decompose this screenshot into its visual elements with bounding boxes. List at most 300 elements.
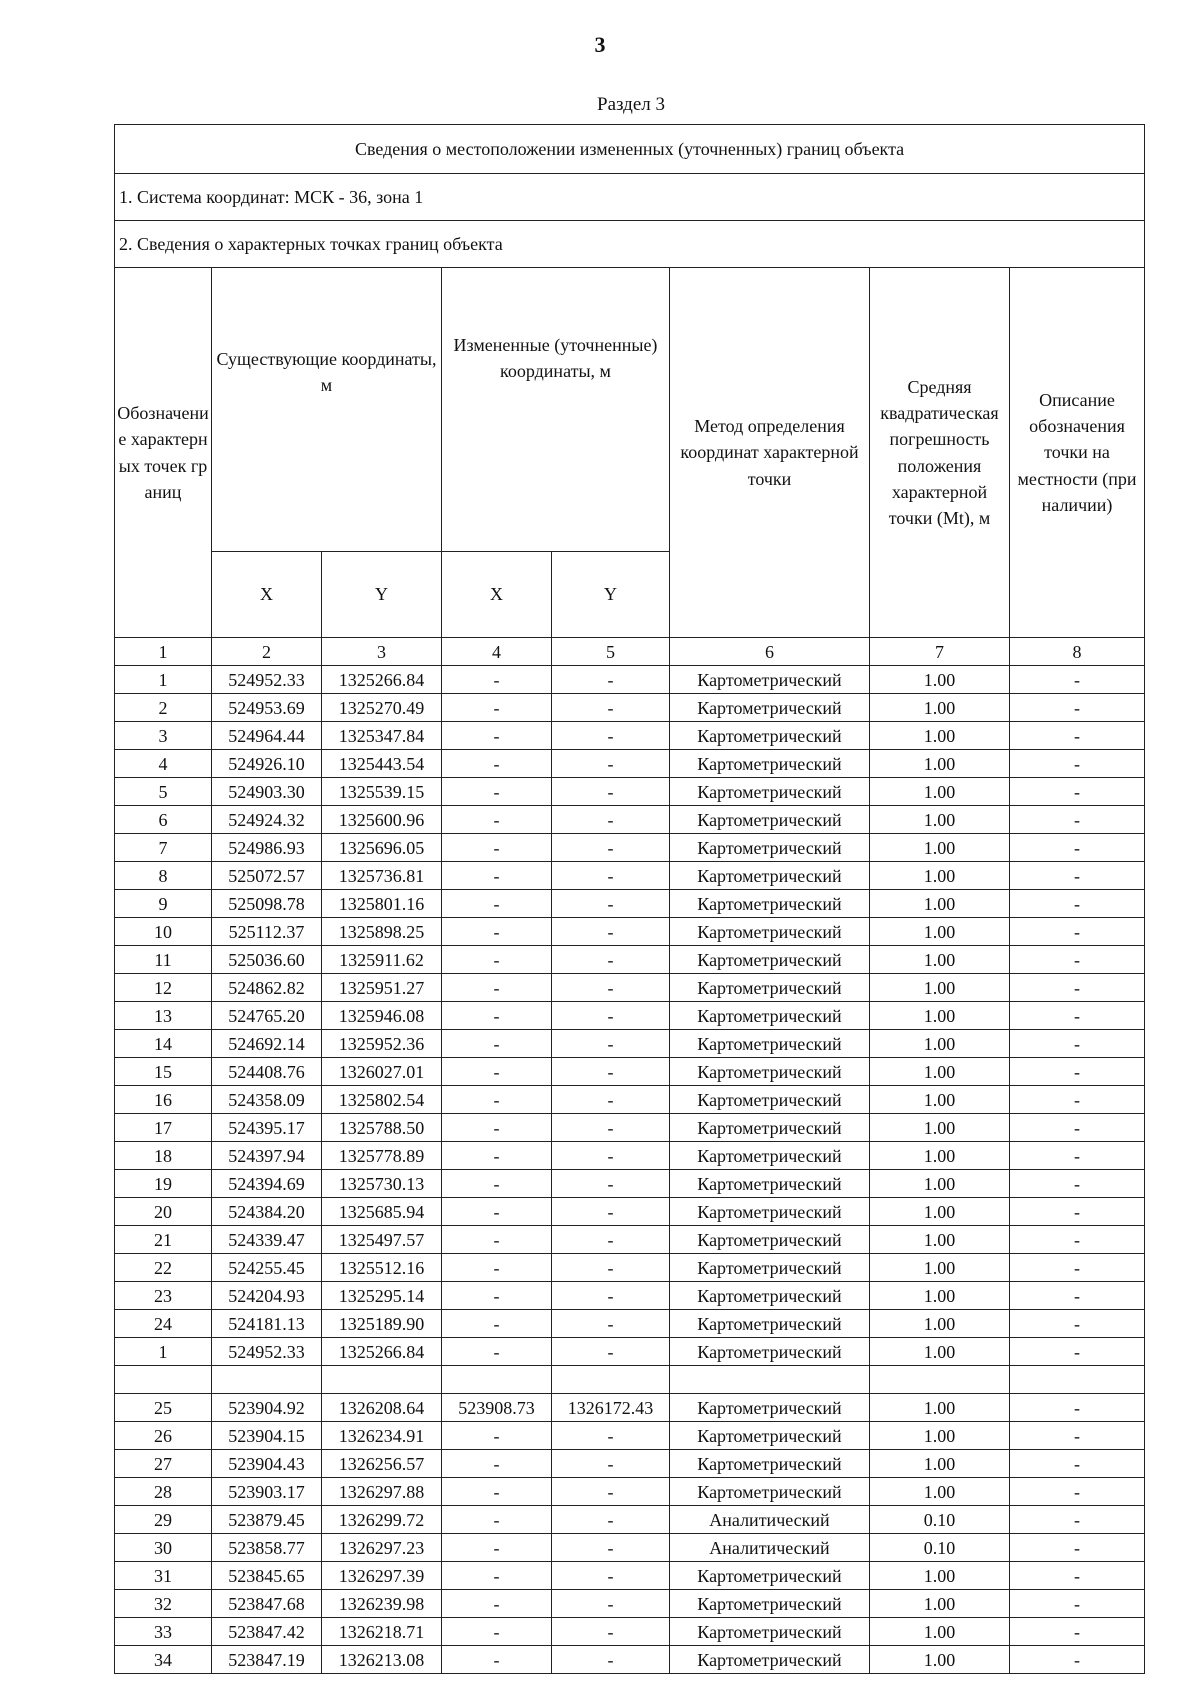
method-cell: Картометрический — [670, 694, 870, 722]
existing-y-cell: 1325802.54 — [322, 1086, 442, 1114]
table-row — [115, 722, 1145, 750]
description-cell: - — [1010, 1338, 1145, 1366]
method-cell: Аналитический — [670, 1534, 870, 1562]
error-cell: 1.00 — [870, 890, 1010, 918]
method-cell: Картометрический — [670, 1170, 870, 1198]
table-row — [115, 1226, 1145, 1254]
table-row — [115, 1534, 1145, 1562]
table-row — [115, 1282, 1145, 1310]
header-existing-x: X — [212, 552, 322, 638]
description-cell: - — [1010, 890, 1145, 918]
changed-x-cell: 523908.73 — [442, 1394, 552, 1422]
existing-x-cell: 524384.20 — [212, 1198, 322, 1226]
existing-y-cell: 1325730.13 — [322, 1170, 442, 1198]
description-cell: - — [1010, 1086, 1145, 1114]
existing-x-cell: 524952.33 — [212, 666, 322, 694]
description-cell: - — [1010, 722, 1145, 750]
header-designation: Обозначение характерных точек границ — [115, 268, 212, 638]
method-cell: Картометрический — [670, 974, 870, 1002]
existing-x-cell: 524255.45 — [212, 1254, 322, 1282]
point-cell: 13 — [115, 1002, 212, 1030]
description-cell: - — [1010, 974, 1145, 1002]
header-changed-coordinates: Измененные (уточненные) координаты, м — [442, 268, 670, 552]
error-cell: 1.00 — [870, 1394, 1010, 1422]
method-cell: Картометрический — [670, 1030, 870, 1058]
existing-x-cell: 524339.47 — [212, 1226, 322, 1254]
existing-x-cell: 524395.17 — [212, 1114, 322, 1142]
changed-x-cell: - — [442, 1646, 552, 1674]
existing-y-cell: 1325539.15 — [322, 778, 442, 806]
changed-y-cell: 1326172.43 — [552, 1394, 670, 1422]
changed-y-cell: - — [552, 1618, 670, 1646]
point-cell: 21 — [115, 1226, 212, 1254]
method-cell: Картометрический — [670, 1590, 870, 1618]
changed-y-cell: - — [552, 918, 670, 946]
method-cell: Картометрический — [670, 1450, 870, 1478]
changed-y-cell: - — [552, 1338, 670, 1366]
empty-cell — [322, 1366, 442, 1394]
changed-y-cell: - — [552, 806, 670, 834]
existing-y-cell: 1325952.36 — [322, 1030, 442, 1058]
changed-x-cell: - — [442, 1422, 552, 1450]
error-cell: 1.00 — [870, 974, 1010, 1002]
points-heading: 2. Сведения о характерных точках границ объекта — [115, 221, 1145, 268]
changed-y-cell: - — [552, 778, 670, 806]
existing-x-cell: 524862.82 — [212, 974, 322, 1002]
table-row — [115, 1114, 1145, 1142]
error-cell: 1.00 — [870, 806, 1010, 834]
point-cell: 6 — [115, 806, 212, 834]
existing-y-cell: 1326256.57 — [322, 1450, 442, 1478]
table-row — [115, 1030, 1145, 1058]
method-cell: Картометрический — [670, 1310, 870, 1338]
point-cell: 8 — [115, 862, 212, 890]
changed-y-cell: - — [552, 1002, 670, 1030]
existing-x-cell: 523858.77 — [212, 1534, 322, 1562]
point-cell: 25 — [115, 1394, 212, 1422]
point-cell: 22 — [115, 1254, 212, 1282]
existing-y-cell: 1325801.16 — [322, 890, 442, 918]
method-cell: Картометрический — [670, 1618, 870, 1646]
method-cell: Картометрический — [670, 1086, 870, 1114]
description-cell: - — [1010, 1590, 1145, 1618]
point-cell: 27 — [115, 1450, 212, 1478]
description-cell: - — [1010, 834, 1145, 862]
table-row — [115, 1058, 1145, 1086]
existing-y-cell: 1326299.72 — [322, 1506, 442, 1534]
separator-row — [115, 1366, 1145, 1394]
column-number: 4 — [442, 638, 552, 666]
point-cell: 16 — [115, 1086, 212, 1114]
error-cell: 0.10 — [870, 1506, 1010, 1534]
changed-x-cell: - — [442, 666, 552, 694]
boundary-points-table — [114, 124, 1145, 1674]
point-cell: 29 — [115, 1506, 212, 1534]
empty-cell — [670, 1366, 870, 1394]
header-existing-coordinates: Существующие координаты, м — [212, 268, 442, 552]
point-cell: 28 — [115, 1478, 212, 1506]
point-cell: 33 — [115, 1618, 212, 1646]
existing-x-cell: 523904.15 — [212, 1422, 322, 1450]
description-cell: - — [1010, 1114, 1145, 1142]
method-cell: Картометрический — [670, 750, 870, 778]
changed-x-cell: - — [442, 1310, 552, 1338]
method-cell: Картометрический — [670, 1478, 870, 1506]
existing-x-cell: 523904.43 — [212, 1450, 322, 1478]
changed-x-cell: - — [442, 806, 552, 834]
existing-x-cell: 524986.93 — [212, 834, 322, 862]
error-cell: 1.00 — [870, 862, 1010, 890]
changed-x-cell: - — [442, 1114, 552, 1142]
changed-x-cell: - — [442, 1030, 552, 1058]
empty-cell — [870, 1366, 1010, 1394]
changed-y-cell: - — [552, 1198, 670, 1226]
changed-x-cell: - — [442, 974, 552, 1002]
method-cell: Картометрический — [670, 666, 870, 694]
table-row — [115, 1086, 1145, 1114]
table-row — [115, 778, 1145, 806]
point-cell: 15 — [115, 1058, 212, 1086]
description-cell: - — [1010, 806, 1145, 834]
description-cell: - — [1010, 1506, 1145, 1534]
table-row — [115, 1002, 1145, 1030]
existing-y-cell: 1325443.54 — [322, 750, 442, 778]
changed-y-cell: - — [552, 1170, 670, 1198]
method-cell: Картометрический — [670, 1562, 870, 1590]
description-cell: - — [1010, 918, 1145, 946]
method-cell: Картометрический — [670, 1422, 870, 1450]
table-row — [115, 974, 1145, 1002]
point-cell: 7 — [115, 834, 212, 862]
changed-x-cell: - — [442, 1142, 552, 1170]
existing-y-cell: 1325266.84 — [322, 666, 442, 694]
header-existing-y: Y — [322, 552, 442, 638]
point-cell: 11 — [115, 946, 212, 974]
column-number: 3 — [322, 638, 442, 666]
coordinate-system: 1. Система координат: МСК - 36, зона 1 — [115, 174, 1145, 221]
point-cell: 24 — [115, 1310, 212, 1338]
point-cell: 14 — [115, 1030, 212, 1058]
method-cell: Картометрический — [670, 834, 870, 862]
existing-x-cell: 524952.33 — [212, 1338, 322, 1366]
table-row — [115, 1198, 1145, 1226]
error-cell: 1.00 — [870, 750, 1010, 778]
method-cell: Картометрический — [670, 862, 870, 890]
changed-x-cell: - — [442, 1198, 552, 1226]
error-cell: 1.00 — [870, 1646, 1010, 1674]
header-error: Средняя квадратическая погрешность положения характерной точки (Mt), м — [870, 268, 1010, 638]
existing-x-cell: 525072.57 — [212, 862, 322, 890]
changed-x-cell: - — [442, 1562, 552, 1590]
changed-y-cell: - — [552, 1086, 670, 1114]
table-row — [115, 1562, 1145, 1590]
table-row — [115, 1646, 1145, 1674]
table-row — [115, 694, 1145, 722]
existing-x-cell: 523879.45 — [212, 1506, 322, 1534]
existing-x-cell: 523845.65 — [212, 1562, 322, 1590]
table-row — [115, 1422, 1145, 1450]
existing-y-cell: 1325951.27 — [322, 974, 442, 1002]
changed-y-cell: - — [552, 1282, 670, 1310]
changed-y-cell: - — [552, 974, 670, 1002]
changed-x-cell: - — [442, 750, 552, 778]
changed-y-cell: - — [552, 862, 670, 890]
changed-y-cell: - — [552, 1646, 670, 1674]
existing-x-cell: 524358.09 — [212, 1086, 322, 1114]
table-row — [115, 1170, 1145, 1198]
method-cell: Картометрический — [670, 1198, 870, 1226]
existing-y-cell: 1326234.91 — [322, 1422, 442, 1450]
error-cell: 1.00 — [870, 1030, 1010, 1058]
changed-x-cell: - — [442, 1058, 552, 1086]
existing-y-cell: 1325266.84 — [322, 1338, 442, 1366]
existing-y-cell: 1325898.25 — [322, 918, 442, 946]
error-cell: 1.00 — [870, 666, 1010, 694]
changed-y-cell: - — [552, 1310, 670, 1338]
point-cell: 18 — [115, 1142, 212, 1170]
column-number: 1 — [115, 638, 212, 666]
changed-y-cell: - — [552, 750, 670, 778]
existing-x-cell: 524397.94 — [212, 1142, 322, 1170]
changed-x-cell: - — [442, 1590, 552, 1618]
error-cell: 1.00 — [870, 1226, 1010, 1254]
method-cell: Картометрический — [670, 1646, 870, 1674]
changed-x-cell: - — [442, 1478, 552, 1506]
error-cell: 1.00 — [870, 1170, 1010, 1198]
error-cell: 1.00 — [870, 1254, 1010, 1282]
existing-x-cell: 523847.42 — [212, 1618, 322, 1646]
description-cell: - — [1010, 946, 1145, 974]
table-row — [115, 1590, 1145, 1618]
changed-y-cell: - — [552, 834, 670, 862]
description-cell: - — [1010, 1058, 1145, 1086]
description-cell: - — [1010, 750, 1145, 778]
description-cell: - — [1010, 694, 1145, 722]
description-cell: - — [1010, 1534, 1145, 1562]
changed-x-cell: - — [442, 890, 552, 918]
page-number: 3 — [594, 32, 606, 57]
point-cell: 3 — [115, 722, 212, 750]
changed-y-cell: - — [552, 1478, 670, 1506]
description-cell: - — [1010, 1170, 1145, 1198]
description-cell: - — [1010, 1142, 1145, 1170]
error-cell: 1.00 — [870, 1282, 1010, 1310]
description-cell: - — [1010, 1254, 1145, 1282]
method-cell: Картометрический — [670, 722, 870, 750]
existing-y-cell: 1326297.39 — [322, 1562, 442, 1590]
table-row — [115, 666, 1145, 694]
table-row — [115, 1142, 1145, 1170]
description-cell: - — [1010, 778, 1145, 806]
empty-cell — [442, 1366, 552, 1394]
changed-x-cell: - — [442, 1450, 552, 1478]
existing-x-cell: 524692.14 — [212, 1030, 322, 1058]
changed-y-cell: - — [552, 946, 670, 974]
table-row — [115, 1506, 1145, 1534]
point-cell: 20 — [115, 1198, 212, 1226]
changed-y-cell: - — [552, 1506, 670, 1534]
method-cell: Картометрический — [670, 806, 870, 834]
method-cell: Картометрический — [670, 1254, 870, 1282]
existing-x-cell: 524924.32 — [212, 806, 322, 834]
method-cell: Картометрический — [670, 890, 870, 918]
column-number: 5 — [552, 638, 670, 666]
error-cell: 1.00 — [870, 1310, 1010, 1338]
description-cell: - — [1010, 1646, 1145, 1674]
error-cell: 1.00 — [870, 694, 1010, 722]
column-number: 6 — [670, 638, 870, 666]
description-cell: - — [1010, 1282, 1145, 1310]
changed-x-cell: - — [442, 1506, 552, 1534]
error-cell: 1.00 — [870, 834, 1010, 862]
table-row — [115, 1254, 1145, 1282]
changed-y-cell: - — [552, 694, 670, 722]
column-numbers-row — [115, 638, 1145, 666]
point-cell: 10 — [115, 918, 212, 946]
changed-y-cell: - — [552, 1142, 670, 1170]
changed-x-cell: - — [442, 1282, 552, 1310]
method-cell: Картометрический — [670, 1226, 870, 1254]
changed-x-cell: - — [442, 1002, 552, 1030]
column-number: 7 — [870, 638, 1010, 666]
changed-y-cell: - — [552, 1534, 670, 1562]
table-row — [115, 1450, 1145, 1478]
changed-y-cell: - — [552, 1562, 670, 1590]
existing-x-cell: 524204.93 — [212, 1282, 322, 1310]
table-row — [115, 806, 1145, 834]
column-number: 2 — [212, 638, 322, 666]
changed-y-cell: - — [552, 890, 670, 918]
error-cell: 1.00 — [870, 1058, 1010, 1086]
existing-y-cell: 1325946.08 — [322, 1002, 442, 1030]
point-cell: 26 — [115, 1422, 212, 1450]
existing-y-cell: 1326027.01 — [322, 1058, 442, 1086]
changed-x-cell: - — [442, 694, 552, 722]
existing-x-cell: 524765.20 — [212, 1002, 322, 1030]
table-row — [115, 1338, 1145, 1366]
point-cell: 12 — [115, 974, 212, 1002]
changed-y-cell: - — [552, 722, 670, 750]
error-cell: 1.00 — [870, 1478, 1010, 1506]
method-cell: Картометрический — [670, 1338, 870, 1366]
description-cell: - — [1010, 1310, 1145, 1338]
existing-y-cell: 1325497.57 — [322, 1226, 442, 1254]
point-cell: 5 — [115, 778, 212, 806]
point-cell: 17 — [115, 1114, 212, 1142]
column-number: 8 — [1010, 638, 1145, 666]
existing-y-cell: 1326297.88 — [322, 1478, 442, 1506]
method-cell: Картометрический — [670, 1058, 870, 1086]
changed-x-cell: - — [442, 862, 552, 890]
existing-y-cell: 1325685.94 — [322, 1198, 442, 1226]
description-cell: - — [1010, 666, 1145, 694]
error-cell: 1.00 — [870, 1002, 1010, 1030]
error-cell: 0.10 — [870, 1534, 1010, 1562]
header-changed-y: Y — [552, 552, 670, 638]
point-cell: 1 — [115, 666, 212, 694]
method-cell: Картометрический — [670, 1142, 870, 1170]
existing-y-cell: 1325778.89 — [322, 1142, 442, 1170]
error-cell: 1.00 — [870, 1562, 1010, 1590]
existing-y-cell: 1325736.81 — [322, 862, 442, 890]
description-cell: - — [1010, 1562, 1145, 1590]
existing-x-cell: 525036.60 — [212, 946, 322, 974]
existing-x-cell: 524903.30 — [212, 778, 322, 806]
changed-x-cell: - — [442, 946, 552, 974]
error-cell: 1.00 — [870, 1338, 1010, 1366]
existing-x-cell: 524926.10 — [212, 750, 322, 778]
error-cell: 1.00 — [870, 778, 1010, 806]
error-cell: 1.00 — [870, 722, 1010, 750]
point-cell: 4 — [115, 750, 212, 778]
description-cell: - — [1010, 862, 1145, 890]
method-cell: Картометрический — [670, 918, 870, 946]
method-cell: Картометрический — [670, 1114, 870, 1142]
error-cell: 1.00 — [870, 918, 1010, 946]
existing-y-cell: 1326213.08 — [322, 1646, 442, 1674]
changed-x-cell: - — [442, 1338, 552, 1366]
method-cell: Картометрический — [670, 1282, 870, 1310]
point-cell: 31 — [115, 1562, 212, 1590]
error-cell: 1.00 — [870, 1422, 1010, 1450]
changed-x-cell: - — [442, 834, 552, 862]
changed-x-cell: - — [442, 1534, 552, 1562]
table-row — [115, 862, 1145, 890]
changed-x-cell: - — [442, 1170, 552, 1198]
point-cell: 2 — [115, 694, 212, 722]
table-row — [115, 1394, 1145, 1422]
changed-x-cell: - — [442, 1226, 552, 1254]
changed-y-cell: - — [552, 1590, 670, 1618]
changed-x-cell: - — [442, 1254, 552, 1282]
changed-y-cell: - — [552, 1226, 670, 1254]
changed-y-cell: - — [552, 1030, 670, 1058]
changed-y-cell: - — [552, 1450, 670, 1478]
method-cell: Картометрический — [670, 778, 870, 806]
table-row — [115, 890, 1145, 918]
table-row — [115, 834, 1145, 862]
point-cell: 30 — [115, 1534, 212, 1562]
empty-cell — [212, 1366, 322, 1394]
existing-x-cell: 524953.69 — [212, 694, 322, 722]
error-cell: 1.00 — [870, 1142, 1010, 1170]
existing-y-cell: 1325189.90 — [322, 1310, 442, 1338]
method-cell: Картометрический — [670, 946, 870, 974]
error-cell: 1.00 — [870, 1590, 1010, 1618]
changed-x-cell: - — [442, 918, 552, 946]
changed-x-cell: - — [442, 722, 552, 750]
existing-x-cell: 523847.68 — [212, 1590, 322, 1618]
existing-y-cell: 1325270.49 — [322, 694, 442, 722]
existing-x-cell: 523904.92 — [212, 1394, 322, 1422]
point-cell: 9 — [115, 890, 212, 918]
empty-cell — [1010, 1366, 1145, 1394]
existing-y-cell: 1325512.16 — [322, 1254, 442, 1282]
table-title: Сведения о местоположении измененных (уточненных) границ объекта — [115, 125, 1145, 174]
existing-x-cell: 525098.78 — [212, 890, 322, 918]
section-label: Раздел 3 — [597, 94, 665, 115]
table-row — [115, 1478, 1145, 1506]
existing-y-cell: 1325911.62 — [322, 946, 442, 974]
existing-y-cell: 1325788.50 — [322, 1114, 442, 1142]
existing-x-cell: 524964.44 — [212, 722, 322, 750]
error-cell: 1.00 — [870, 1618, 1010, 1646]
point-cell: 32 — [115, 1590, 212, 1618]
description-cell: - — [1010, 1422, 1145, 1450]
changed-y-cell: - — [552, 1058, 670, 1086]
empty-cell — [115, 1366, 212, 1394]
changed-x-cell: - — [442, 1618, 552, 1646]
